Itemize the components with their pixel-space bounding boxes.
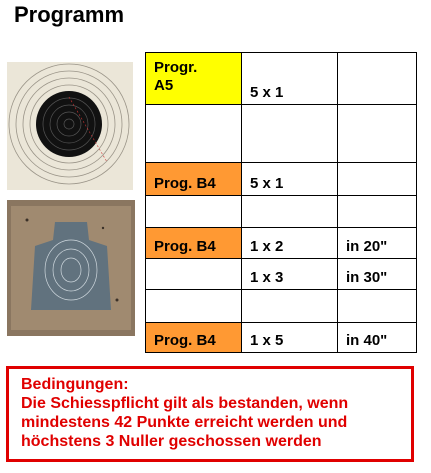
- table-row: [146, 228, 417, 259]
- table-row: [146, 259, 417, 290]
- program-cell: Prog. B4: [146, 163, 242, 196]
- program-cell: Prog. B4: [146, 228, 242, 259]
- time-cell: [338, 163, 417, 196]
- program-cell: Progr. A5: [146, 53, 242, 105]
- table-row: [146, 196, 417, 228]
- program-cell: [146, 259, 242, 290]
- shots-cell: 5 x 1: [242, 53, 338, 105]
- time-cell: in 20": [338, 228, 417, 259]
- conditions-line: mindestens 42 Punkte erreicht werden und: [21, 414, 348, 431]
- program-cell: [146, 196, 242, 228]
- program-cell: [146, 290, 242, 323]
- conditions-heading: Bedingungen:: [21, 376, 129, 393]
- precision-target-image: [7, 62, 133, 190]
- table-row: [146, 163, 417, 196]
- silhouette-target-image: [7, 200, 135, 336]
- shots-cell: [242, 105, 338, 163]
- shots-cell: 1 x 2: [242, 228, 338, 259]
- table-row: [146, 290, 417, 323]
- program-table: [145, 52, 417, 353]
- conditions-line: Die Schiesspflicht gilt als bestanden, wenn: [21, 395, 349, 412]
- table-row: [146, 53, 417, 105]
- shots-cell: 1 x 3: [242, 259, 338, 290]
- time-cell: in 40": [338, 323, 417, 353]
- shots-cell: [242, 196, 338, 228]
- time-cell: [338, 105, 417, 163]
- table-row: [146, 105, 417, 163]
- table-row: [146, 323, 417, 353]
- shots-cell: 5 x 1: [242, 163, 338, 196]
- time-cell: in 30": [338, 259, 417, 290]
- time-cell: [338, 53, 417, 105]
- time-cell: [338, 196, 417, 228]
- time-cell: [338, 290, 417, 323]
- page-title: Programm: [14, 2, 125, 27]
- shots-cell: [242, 290, 338, 323]
- program-cell: [146, 105, 242, 163]
- conditions-line: höchstens 3 Nuller geschossen werden: [21, 433, 322, 450]
- shots-cell: 1 x 5: [242, 323, 338, 353]
- program-cell: Prog. B4: [146, 323, 242, 353]
- conditions-box: [6, 366, 414, 462]
